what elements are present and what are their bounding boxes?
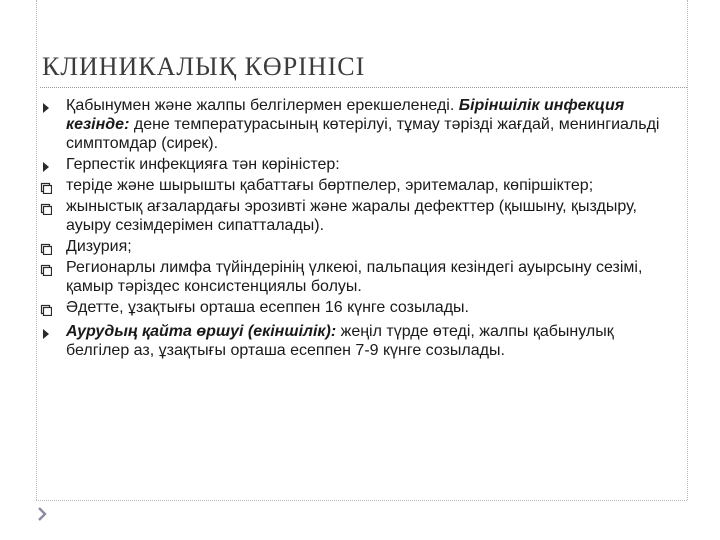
- body-text: Дизурия;: [66, 238, 132, 255]
- emphasis-text: Аурудың қайта өршуі (екіншілік):: [66, 323, 337, 340]
- list-item: [40, 298, 680, 317]
- list-item: [40, 155, 680, 174]
- right-border-line: [687, 0, 688, 500]
- list-item: [40, 197, 680, 235]
- square-icon: [40, 302, 52, 314]
- chevron-right-icon[interactable]: [34, 506, 50, 522]
- square-icon: [40, 180, 52, 192]
- triangle-icon: [40, 100, 52, 112]
- list-item: [40, 237, 680, 256]
- square-icon: [40, 201, 52, 213]
- body-text: Герпестік инфекцияға тән көріністер:: [66, 156, 340, 173]
- body-text: теріде және шырышты қабаттағы бөртпелер, эритемалар, көпіршіктер;: [66, 177, 594, 194]
- body-text: жыныстық ағзалардағы эрозивті және жаралы дефекттер (қышыну, қыздыру, ауыру сезімдерімен сипатталады).: [66, 198, 637, 234]
- title-divider: [40, 87, 687, 88]
- triangle-icon: [40, 326, 52, 338]
- body-text: дене температурасының көтерілуі, тұмау тәрізді жағдай, менингиальді симптомдар (сирек).: [66, 116, 660, 152]
- bullet-list: [40, 96, 680, 362]
- list-item: [40, 322, 680, 360]
- body-text: Қабынумен және жалпы белгілермен ерекшеленеді.: [66, 97, 459, 114]
- list-item: [40, 176, 680, 195]
- bottom-border-line: [36, 500, 687, 501]
- square-icon: [40, 241, 52, 253]
- body-text: жеңіл түрде өтеді, жалпы қабынулық белгілер аз, ұзақтығы орташа есеппен 7-9 күнге созылады.: [66, 323, 614, 359]
- left-border-line: [36, 0, 37, 500]
- emphasis-text: Біріншілік инфекция кезінде:: [66, 97, 625, 133]
- body-text: Әдетте, ұзақтығы орташа есеппен 16 күнге созылады.: [66, 299, 469, 316]
- square-icon: [40, 262, 52, 274]
- triangle-icon: [40, 159, 52, 171]
- list-item: [40, 96, 680, 153]
- slide-title: КЛИНИКАЛЫҚ КӨРІНІСІ: [42, 52, 366, 81]
- body-text: Регионарлы лимфа түйіндерінің үлкеюі, пальпация кезіндегі ауырсыну сезімі, қамыр тәріздес консистенциялы болуы.: [66, 259, 643, 295]
- list-item: [40, 258, 680, 296]
